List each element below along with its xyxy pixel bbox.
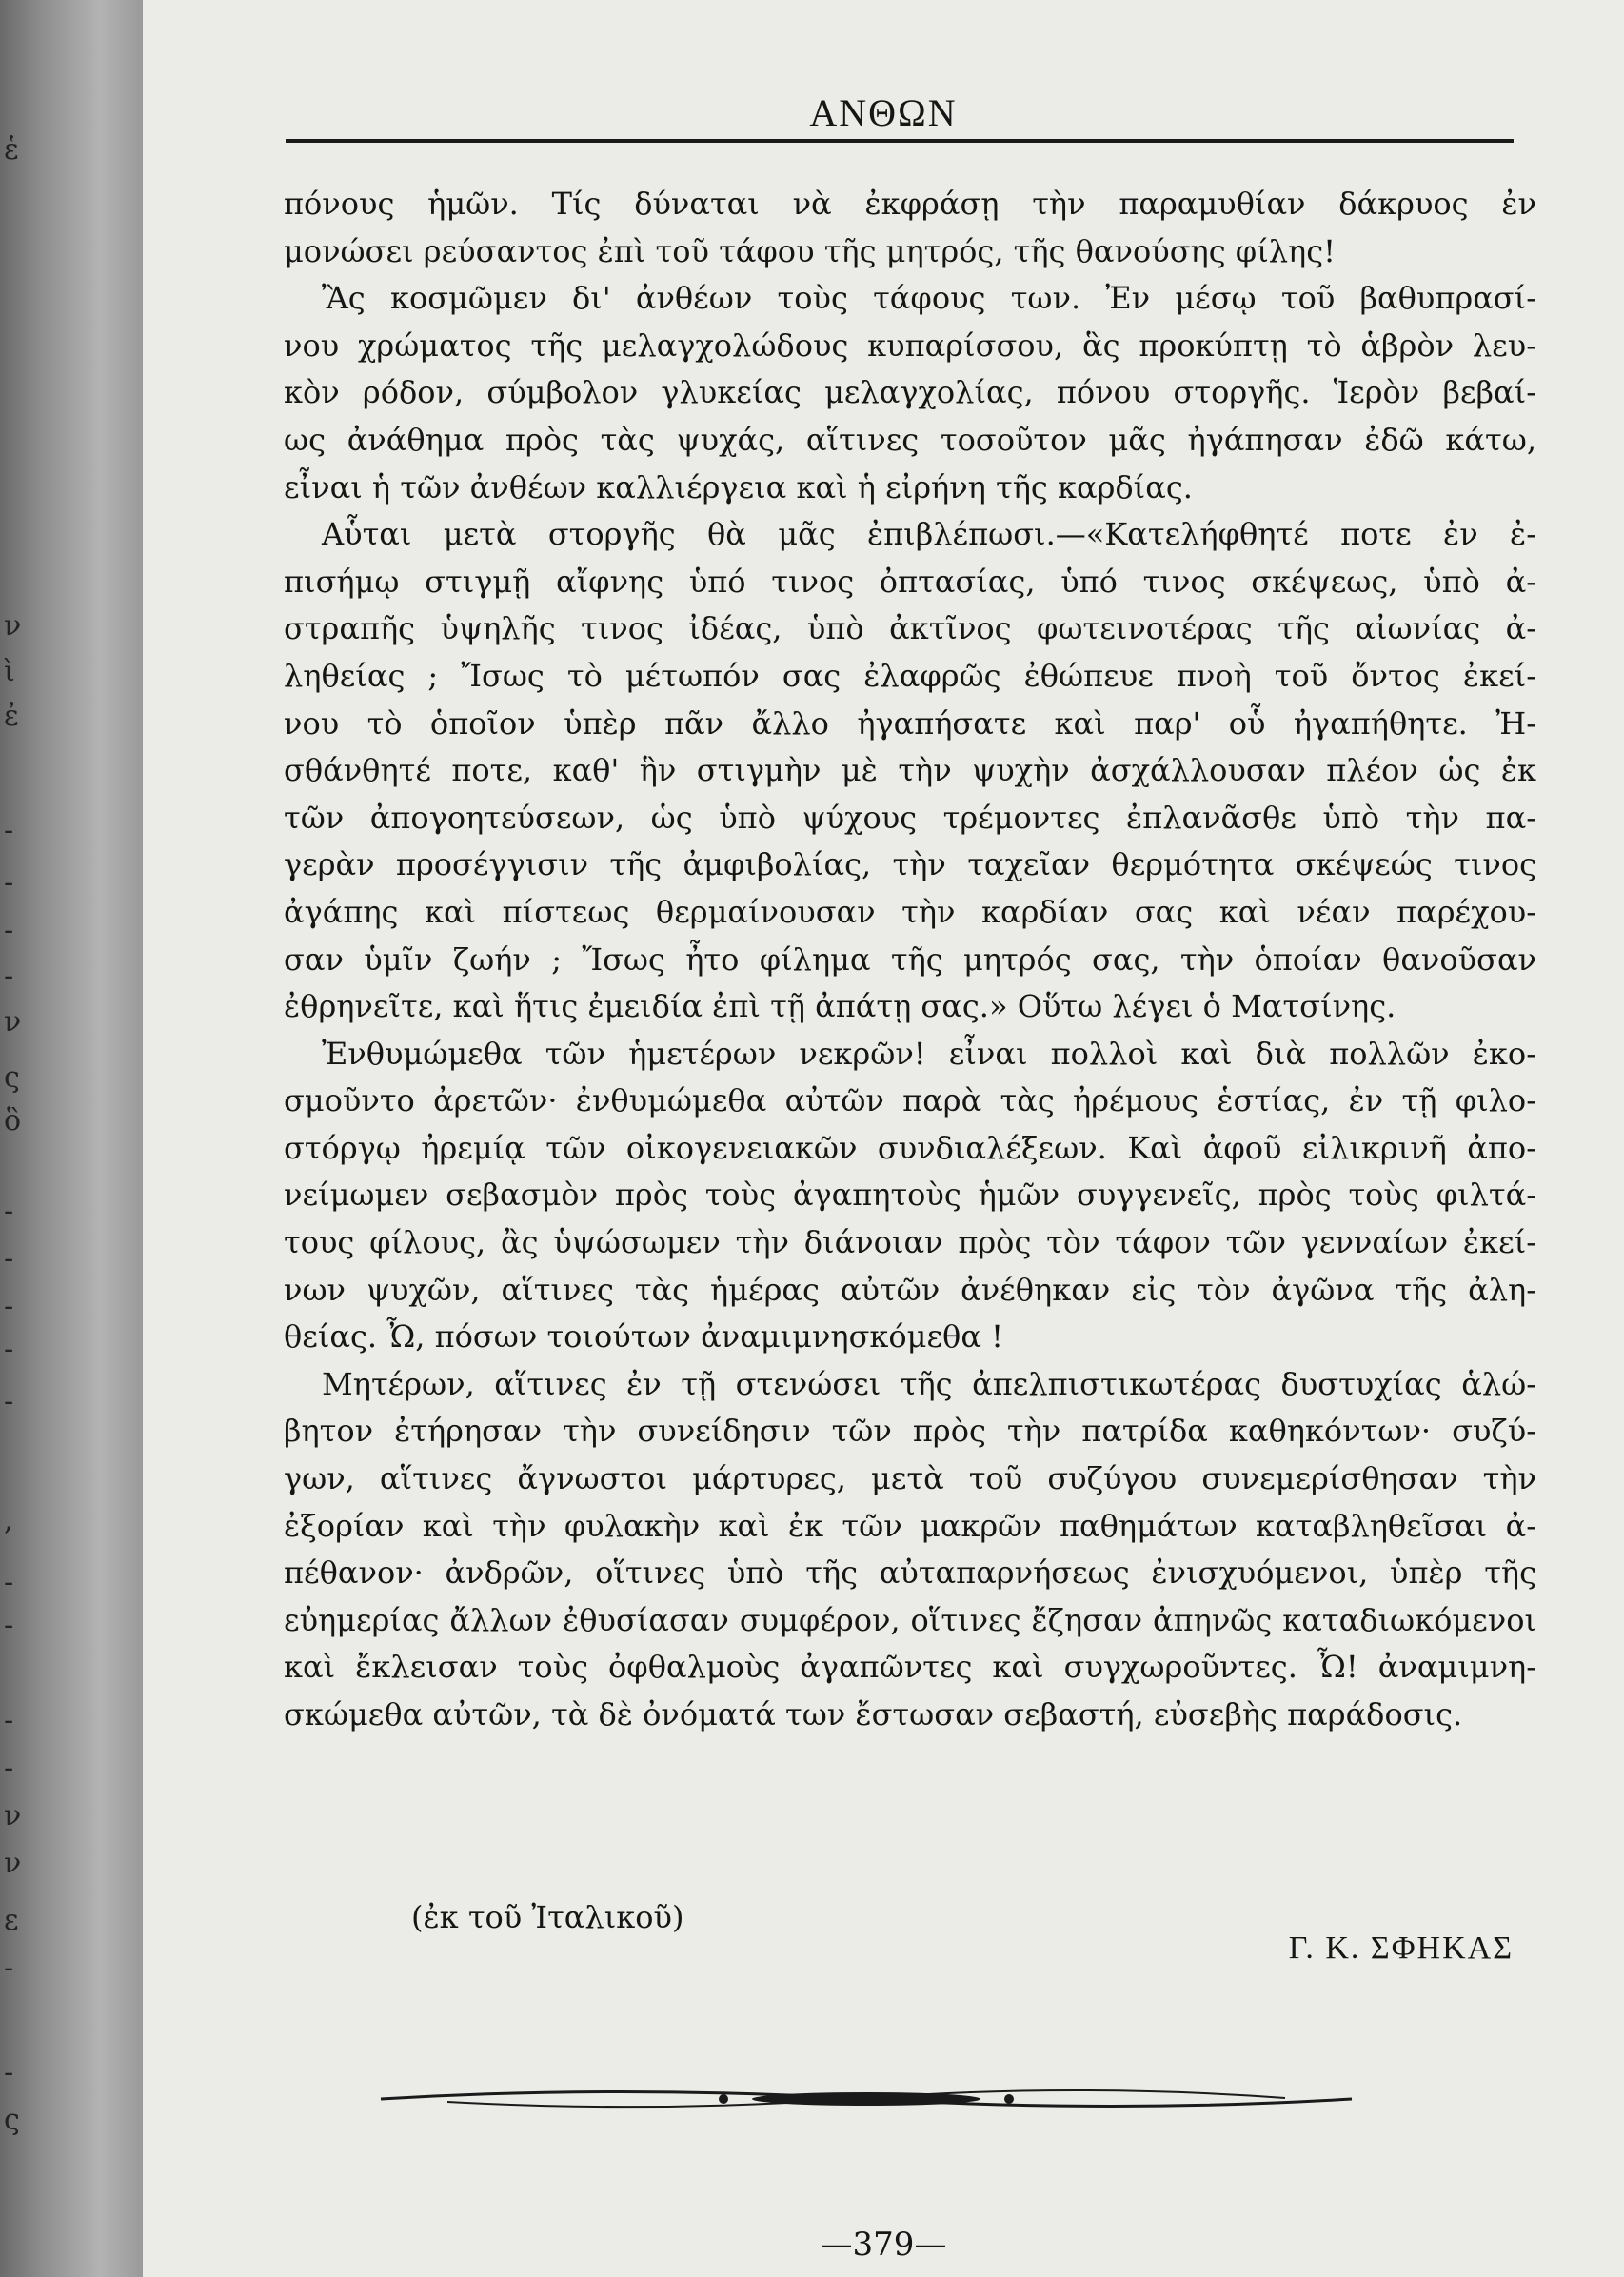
text-line: τους φίλους, ἂς ὑψώσωμεν τὴν διάνοιαν πρὸς τὸν τάφον τῶν γενναίων ἐκεί- [284,1224,1536,1261]
facing-page-glyph: - [4,1951,14,1985]
facing-page-glyph: - [4,1290,14,1323]
text-line: θείας. Ὦ, πόσων τοιούτων ἀναμιμνησκόμεθα ! [284,1318,1003,1356]
facing-page-glyph: - [4,1752,14,1785]
text-line: βητον ἐτήρησαν τὴν συνείδησιν τῶν πρὸς τὴν πατρίδα καθηκόντων· συζύ- [284,1413,1536,1450]
text-line: στόργῳ ἠρεμίᾳ τῶν οἰκογενειακῶν συνδιαλέξεων. Καὶ ἀφοῦ εἰλικρινῆ ἀπο- [284,1129,1536,1166]
facing-page-glyph: - [4,960,14,993]
facing-page-glyph: ς [4,1061,20,1095]
facing-page-glyph: ν [4,1005,22,1039]
text-line: γερὰν προσέγγισιν τῆς ἀμφιβολίας, τὴν ταχεῖαν θερμότητα σκέψεώς τινος [284,846,1536,883]
facing-page-glyph: - [4,866,14,900]
text-line: πισήμῳ στιγμῇ αἴφνης ὑπό τινος ὀπτασίας, ὑπό τινος σκέψεως, ὑπὸ ἀ- [284,563,1536,600]
facing-page-glyph: - [4,1195,14,1228]
facing-page-glyph: - [4,814,14,847]
text-line: πόνους ἡμῶν. Τίς δύναται νὰ ἐκφράσῃ τὴν παραμυθίαν δάκρυος ἐν [284,186,1536,222]
facing-page-edge [0,0,143,2277]
text-line: κὸν ρόδον, σύμβολον γλυκείας μελαγχολίας, πόνου στοργῆς. Ἱερὸν βεβαί- [284,374,1536,411]
text-line: ληθείας ; Ἴσως τὸ μέτωπόν σας ἐλαφρῶς ἐθώπευε πνοὴ τοῦ ὄντος ἐκεί- [284,657,1536,694]
text-line: σαν ὑμῖν ζωήν ; Ἴσως ἦτο φίλημα τῆς μητρός σας, τὴν ὁποίαν θανοῦσαν [284,940,1536,978]
facing-page-glyph: ς [4,2104,20,2137]
text-line: πέθανον· ἀνδρῶν, οἵτινες ὑπὸ τῆς αὐταπαρνήσεως ἐνισχυόμενοι, ὑπὲρ τῆς [284,1554,1536,1592]
text-line: ως ἀνάθημα πρὸς τὰς ψυχάς, αἵτινες τοσοῦτον μᾶς ἠγάπησαν ἐδῶ κάτω, [284,421,1536,458]
text-line: καὶ ἔκλεισαν τοὺς ὀφθαλμοὺς ἀγαπῶντες καὶ συγχωροῦντες. Ὦ! ἀναμιμνη- [284,1649,1536,1686]
facing-page-glyph: ὶ [4,655,15,688]
text-line: εὐημερίας ἄλλων ἐθυσίασαν συμφέρον, οἵτινες ἔζησαν ἀπηνῶς καταδιωκόμενοι [284,1601,1536,1638]
facing-page-glyph: - [4,1566,14,1599]
text-line: ἐθρηνεῖτε, καὶ ἥτις ἐμειδία ἐπὶ τῇ ἀπάτῃ σας.» Οὕτω λέγει ὁ Ματσίνης. [284,988,1396,1025]
facing-page-glyph: ὃ [4,1104,22,1138]
facing-page-glyph: , [4,1504,13,1537]
facing-page-glyph: ἑ [4,133,20,167]
facing-page-glyph: ε [4,1904,19,1937]
text-line: νων ψυχῶν, αἵτινες τὰς ἡμέρας αὐτῶν ἀνέθηκαν εἰς τὸν ἀγῶνα τῆς ἀλη- [284,1271,1536,1308]
facing-page-glyph: ἐ [4,700,20,733]
text-line: ἐξορίαν καὶ τὴν φυλακὴν καὶ ἐκ τῶν μακρῶν παθημάτων καταβληθεῖσαι ἀ- [284,1507,1536,1544]
text-line: εἶναι ἡ τῶν ἀνθέων καλλιέργεια καὶ ἡ εἰρήνη τῆς καρδίας. [284,468,1193,505]
facing-page-glyph: ν [4,1847,22,1880]
facing-page-glyph: - [4,2056,14,2089]
text-line: ἀγάπης καὶ πίστεως θερμαίνουσαν τὴν καρδίαν σας καὶ νέαν παρέχου- [284,893,1536,930]
text-line: Μητέρων, αἵτινες ἐν τῇ στενώσει τῆς ἀπελπιστικωτέρας δυστυχίας ἁλώ- [322,1365,1536,1402]
text-line: γων, αἵτινες ἄγνωστοι μάρτυρες, μετὰ τοῦ συζύγου συνεμερίσθησαν τὴν [284,1460,1536,1497]
facing-page-glyph: - [4,914,14,947]
text-line: στραπῆς ὑψηλῆς τινος ἰδέας, ὑπὸ ἀκτῖνος φωτεινοτέρας τῆς αἰωνίας ἀ- [284,610,1536,647]
body-text [284,181,1536,1739]
text-line: Ἂς κοσμῶμεν δι' ἀνθέων τοὺς τάφους των. Ἐν μέσῳ τοῦ βαθυπρασί- [322,280,1536,317]
text-line: Αὗται μετὰ στοργῆς θὰ μᾶς ἐπιβλέπωσι.—«Κατελήφθητέ ποτε ἐν ἐ- [322,516,1536,553]
facing-page-glyph: ν [4,1799,22,1832]
source-note: (ἐκ τοῦ Ἰταλικοῦ) [411,1899,684,1935]
running-title: ΑΝΘΩΝ [809,91,958,134]
text-line: σθάνθητέ ποτε, καθ' ἣν στιγμὴν μὲ τὴν ψυχὴν ἀσχάλλουσαν πλέον ὡς ἐκ [284,752,1536,789]
header-rule [286,139,1514,143]
text-line: νείμωμεν σεβασμὸν πρὸς τοὺς ἀγαπητοὺς ἡμῶν συγγενεῖς, πρὸς τοὺς φιλτά- [284,1177,1536,1214]
page-number: —379— [820,2226,947,2264]
text-line: τῶν ἀπογοητεύσεων, ὡς ὑπὸ ψύχους τρέμοντες ἐπλανᾶσθε ὑπὸ τὴν πα- [284,799,1536,836]
text-line: σμοῦντο ἀρετῶν· ἐνθυμώμεθα αὐτῶν παρὰ τὰς ἠρέμους ἑστίας, ἐν τῇ φιλο- [284,1082,1536,1119]
facing-page-glyph: ν [4,609,22,643]
facing-page-glyph: - [4,1704,14,1737]
text-line: σκώμεθα αὐτῶν, τὰ δὲ ὀνόματά των ἔστωσαν σεβαστή, εὐσεβὴς παράδοσις. [284,1696,1463,1732]
text-line: νου χρώματος τῆς μελαγχολώδους κυπαρίσσου, ἃς προκύπτῃ τὸ ἁβρὸν λευ- [284,327,1536,364]
facing-page-glyph: - [4,1609,14,1642]
author-signature: Γ. Κ. ΣΦΗΚΑΣ [1288,1930,1514,1966]
text-line: νου τὸ ὁποῖον ὑπὲρ πᾶν ἄλλο ἠγαπήσατε καὶ παρ' οὗ ἠγαπήθητε. Ἠ- [284,704,1536,742]
ornament-divider [371,2075,1361,2123]
facing-page-glyph: - [4,1333,14,1366]
text-line: μονώσει ρεύσαντος ἐπὶ τοῦ τάφου τῆς μητρός, τῆς θανούσης φίλης! [284,232,1336,269]
book-page [143,0,1624,2277]
text-line: Ἐνθυμώμεθα τῶν ἡμετέρων νεκρῶν! εἶναι πολλοὶ καὶ διὰ πολλῶν ἐκο- [322,1035,1536,1072]
facing-page-glyph: - [4,1385,14,1418]
facing-page-glyph: - [4,1242,14,1276]
